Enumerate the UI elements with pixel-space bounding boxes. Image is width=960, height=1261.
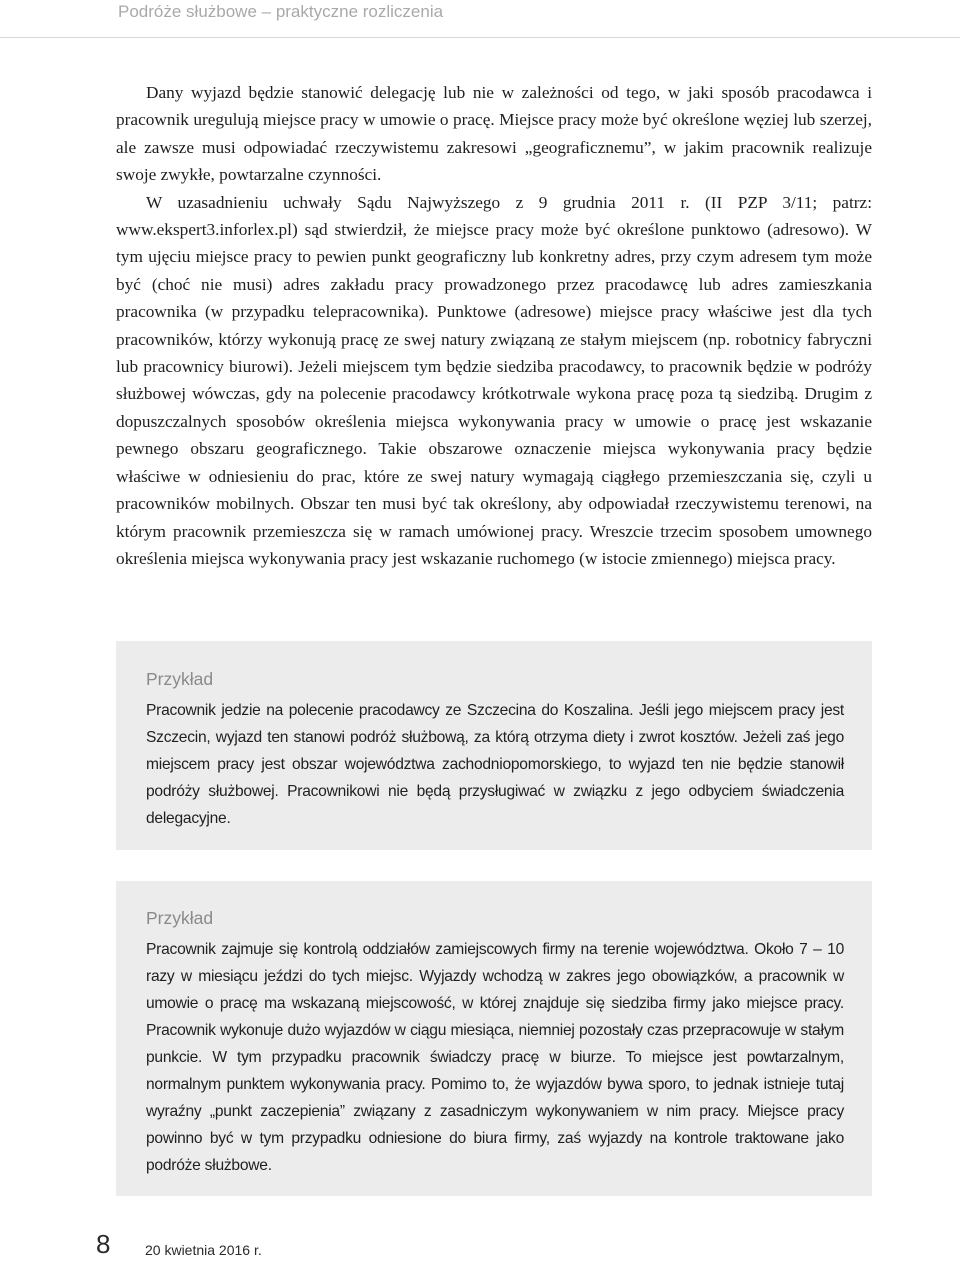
example-box-1 (116, 641, 872, 850)
page-number: 8 (96, 1229, 111, 1259)
example-title: Przykład (146, 908, 214, 928)
body-paragraph-1: Dany wyjazd będzie stanowić delegację lub nie w zależności od tego, w jaki sposób pracodawca i pracownik uregulują miejsce pracy w umowie o pracę. Miejsce pracy może być określone węziej lub szerzej, ale zawsze musi odpowiadać rzeczywistemu zakresowi „geograficznemu”, w jakim pracownik realizuje swoje zwykłe, powtarzalne czynności. (116, 83, 872, 185)
example-box-2 (116, 881, 872, 1196)
example-title: Przykład (146, 669, 214, 689)
page-date: 20 kwietnia 2016 r. (145, 1242, 262, 1258)
example-text: Pracownik zajmuje się kontrolą oddziałów zamiejscowych firmy na terenie województwa. Około 7 – 10 razy w miesiącu jeździ do tych miejsc. Wyjazdy wchodzą w zakres jego obowiązków, a pracownik w umowie o pracę ma wskazaną miejscowość, w której znajduje się siedziba firmy jako miejsce pracy. Pracownik wykonuje dużo wyjazdów w ciągu miesiąca, niemniej pozostały czas przepracowuje w stałym punkcie. W tym przypadku pracownik świadczy pracę w biurze. To miejsce jest powtarzalnym, normalnym punktem wykonywania pracy. Pomimo to, że wyjazdów bywa sporo, to jednak istnieje tutaj wyraźny „punkt zaczepienia” związany z zasadniczym wykonywaniem w nim pracy. Miejsce pracy powinno być w tym przypadku odniesione do biura firmy, zaś wyjazdy na kontrole traktowane jako podróże służbowe. (146, 941, 844, 1174)
running-header-title: Podróże służbowe – praktyczne rozliczenia (118, 2, 444, 21)
running-header (0, 0, 960, 38)
body-paragraph-2: W uzasadnieniu uchwały Sądu Najwyższego z 9 grudnia 2011 r. (II PZP 3/11; patrz: www.ekspert3.inforlex.pl) sąd stwierdził, że miejsce pracy może być określone punktowo (adresowo). W tym ujęciu miejsce pracy to pewien punkt geograficzny lub konkretny adres, przy czym adresem tym może być (choć nie musi) adres zakładu pracy prowadzonego przez pracodawcę lub adres zamieszkania pracownika (w przypadku telepracownika). Punktowe (adresowe) miejsce pracy właściwe jest dla tych pracowników, którzy wykonują pracę ze swej natury związaną ze stałym miejscem (np. robotnicy fabryczni lub pracownicy biurowi). Jeżeli miejscem tym będzie siedziba pracodawcy, to pracownik będzie w podróży służbowej wówczas, gdy na polecenie pracodawcy krótkotrwale wykona pracę poza tą siedzibą. Drugim z dopuszczalnych sposobów określenia miejsca wykonywania pracy w umowie o pracę jest wskazanie pewnego obszaru geograficznego. Takie obszarowe oznaczenie miejsca wykonywania pracy będzie właściwe w odniesieniu do prac, które ze swej natury wymagają ciągłego przemieszczania się, czyli u pracowników mobilnych. Obszar ten musi być tak określony, aby odpowiadał rzeczywistemu terenowi, na którym pracownik przemieszcza się w ramach umówionej pracy. Wreszcie trzecim sposobem umownego określenia miejsca wykonywania pracy jest wskazanie ruchomego (w istocie zmiennego) miejsca pracy. (116, 192, 872, 568)
example-text: Pracownik jedzie na polecenie pracodawcy ze Szczecina do Koszalina. Jeśli jego miejscem pracy jest Szczecin, wyjazd ten stanowi podróż służbową, za którą otrzyma diety i zwrot kosztów. Jeżeli zaś jego miejscem pracy jest obszar województwa zachodniopomorskiego, to wyjazd ten nie będzie stanowił podróży służbowej. Pracownikowi nie będą przysługiwać w związku z jego odbyciem świadczenia delegacyjne. (146, 702, 844, 827)
main-text (116, 79, 872, 572)
